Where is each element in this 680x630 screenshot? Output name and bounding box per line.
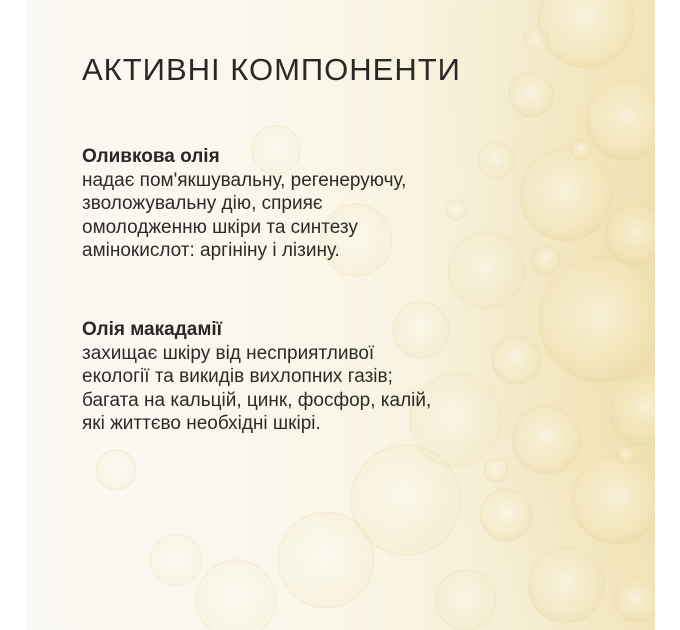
component-description-line: багата на кальцій, цинк, фосфор, калій, [82,389,432,411]
component-description-line: екології та викидів вихлопних газів; [82,366,393,387]
component-description-line: надає пом'якшувальну, регенеруючу, [82,169,407,191]
component-description-line: зволожувальну дію, сприяє [82,193,323,214]
component-name: Оливкова олія [82,146,220,167]
component-description-line: омолодженню шкіри та синтезу [82,216,358,238]
component-description-line: які життєво необхідні шкірі. [82,413,321,434]
component-olive-oil [82,145,502,263]
component-description-line: амінокислот: аргініну і лізину. [82,240,340,261]
component-card [26,0,655,630]
component-name: Олія макадамії [82,319,222,340]
component-macadamia-oil [82,318,502,436]
component-description-line: захищає шкіру від несприятливої [82,342,375,364]
page-title: АКТИВНІ КОМПОНЕНТИ [82,52,461,87]
oil-bubbles-background [26,0,655,630]
